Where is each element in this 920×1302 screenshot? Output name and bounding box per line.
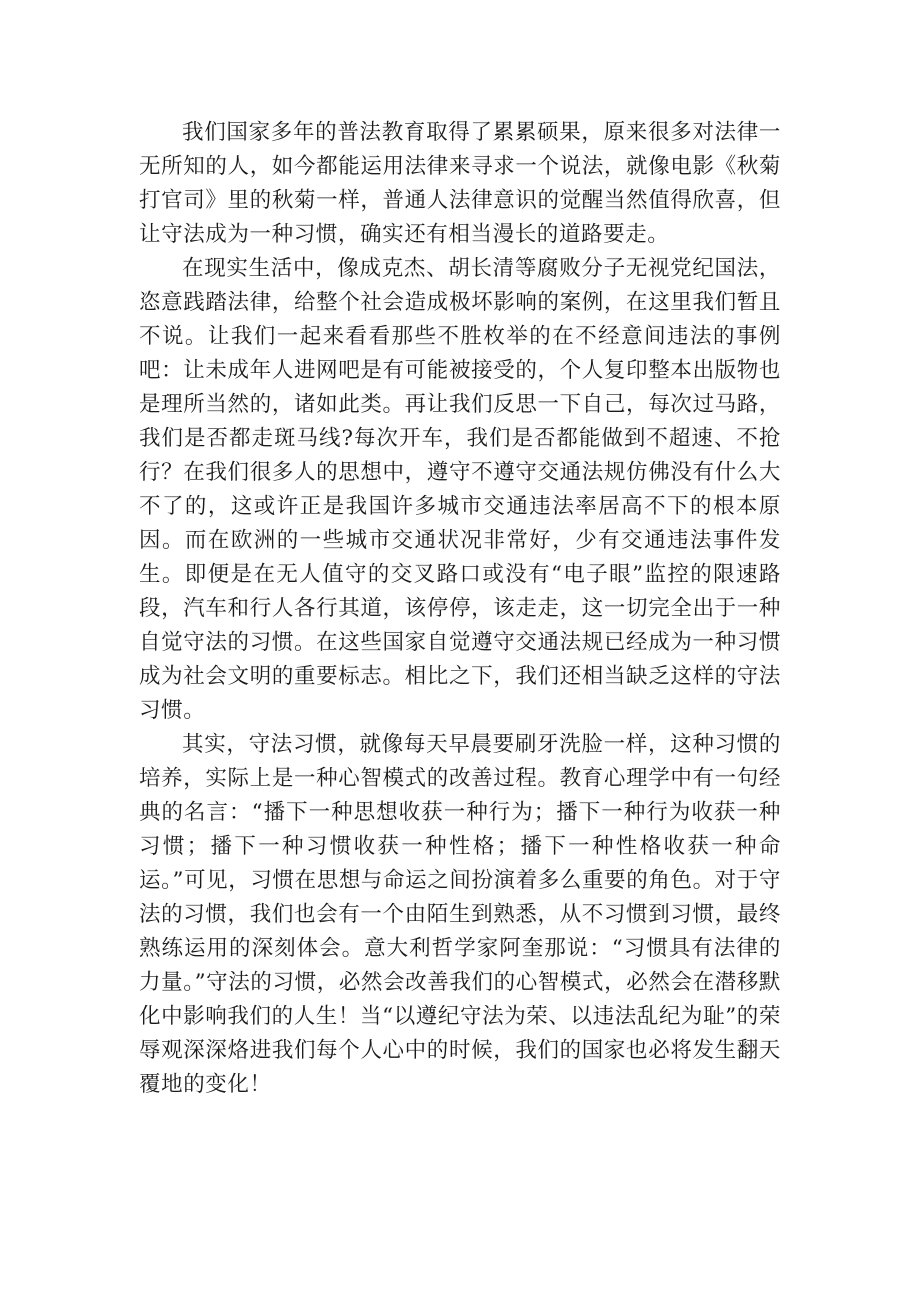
document-body bbox=[139, 116, 781, 1102]
paragraph-3: 其实，守法习惯，就像每天早晨要刷牙洗脸一样，这种习惯的培养，实际上是一种心智模式的改善过程。教育心理学中有一句经典的名言：“播下一种思想收获一种行为；播下一种行为收获一种习惯；播下一种习惯收获一种性格；播下一种性格收获一种命运。”可见，习惯在思想与命运之间扮演着多么重要的角色。对于守法的习惯，我们也会有一个由陌生到熟悉，从不习惯到习惯，最终熟练运用的深刻体会。意大利哲学家阿奎那说：“习惯具有法律的力量。”守法的习惯，必然会改善我们的心智模式，必然会在潜移默化中影响我们的人生！当“以遵纪守法为荣、以违法乱纪为耻”的荣辱观深深烙进我们每个人心中的时候，我们的国家也必将发生翻天覆地的变化！ bbox=[139, 732, 781, 1097]
paragraph-2: 在现实生活中，像成克杰、胡长清等腐败分子无视党纪国法，恣意践踏法律，给整个社会造成极坏影响的案例，在这里我们暂且不说。让我们一起来看看那些不胜枚举的在不经意间违法的事例吧：让未成年人进网吧是有可能被接受的，个人复印整本出版物也是理所当然的，诸如此类。再让我们反思一下自己，每次过马路，我们是否都走斑马线?每次开车，我们是否都能做到不超速、不抢行？在我们很多人的思想中，遵守不遵守交通法规仿佛没有什么大不了的，这或许正是我国许多城市交通违法率居高不下的根本原因。而在欧洲的一些城市交通状况非常好，少有交通违法事件发生。即便是在无人值守的交叉路口或没有“电子眼”监控的限速路段，汽车和行人各行其道，该停停，该走走，这一切完全出于一种自觉守法的习惯。在这些国家自觉遵守交通法规已经成为一种习惯成为社会文明的重要标志。相比之下，我们还相当缺乏这样的守法习惯。 bbox=[139, 256, 781, 723]
paragraph-1: 我们国家多年的普法教育取得了累累硕果，原来很多对法律一无所知的人，如今都能运用法律来寻求一个说法，就像电影《秋菊打官司》里的秋菊一样，普通人法律意识的觉醒当然值得欣喜，但让守法成为一种习惯，确实还有相当漫长的道路要走。 bbox=[139, 120, 781, 247]
